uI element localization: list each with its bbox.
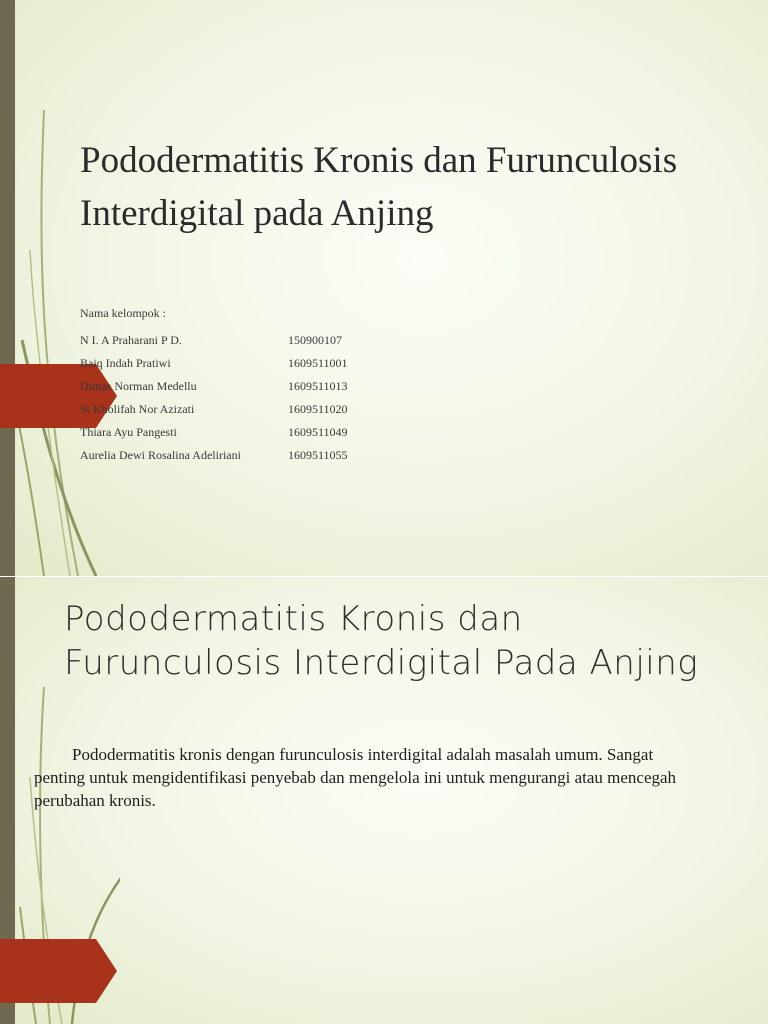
member-name: Thiara Ayu Pangesti — [80, 425, 177, 439]
member-row — [80, 421, 400, 444]
member-nim: 1609511001 — [288, 356, 348, 370]
member-nim: 1609511020 — [288, 402, 348, 416]
member-name: Dimas Norman Medellu — [80, 379, 197, 393]
slide-2-body: Pododermatitis kronis dengan furunculosis interdigital adalah masalah umum. Sangat penting untuk mengidentifikasi penyebab dan mengelola ini untuk mengurangi atau mencegah perubahan kronis. — [34, 745, 677, 810]
member-name: St Kholifah Nor Azizati — [80, 402, 195, 416]
arrow-tab-decoration — [0, 939, 117, 1003]
member-row — [80, 375, 400, 398]
member-nim: 1609511049 — [288, 425, 348, 439]
member-row — [80, 444, 400, 467]
member-nim: 1609511013 — [288, 379, 348, 393]
member-list — [80, 329, 400, 467]
slide-1-title: Pododermatitis Kronis dan Furunculosis Interdigital pada Anjing — [80, 140, 678, 234]
member-row — [80, 329, 400, 352]
member-name: Baiq Indah Pratiwi — [80, 356, 171, 370]
member-nim: 150900107 — [288, 333, 342, 347]
group-label: Nama kelompok : — [80, 306, 166, 320]
member-name: N I. A Praharani P D. — [80, 333, 182, 347]
grass-decoration — [0, 0, 120, 576]
slide-2-title: Pododermatitis Kronis dan Furunculosis Interdigital Pada Anjing — [64, 599, 699, 683]
member-name: Aurelia Dewi Rosalina Adeliriani — [80, 448, 241, 462]
member-row — [80, 352, 400, 375]
member-row — [80, 398, 400, 421]
member-nim: 1609511055 — [288, 448, 348, 462]
slide-2 — [0, 577, 768, 1024]
